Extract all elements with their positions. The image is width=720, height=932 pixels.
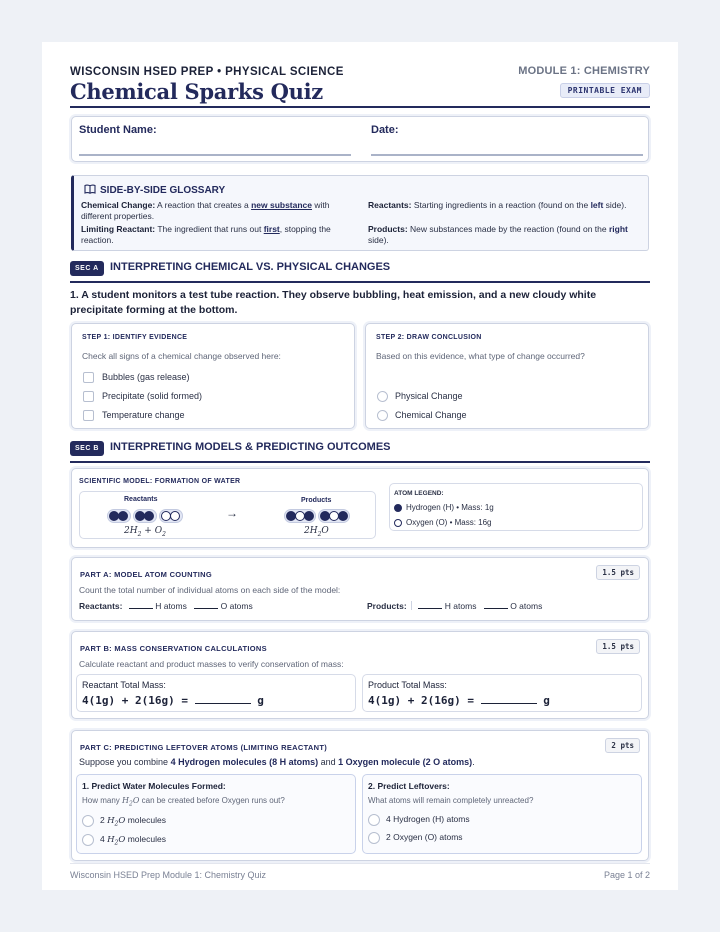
exam-page [42, 42, 678, 890]
section-a-title: INTERPRETING CHEMICAL VS. PHYSICAL CHANGES [110, 261, 391, 273]
definition: , stopping the reaction. [81, 224, 331, 245]
glossary-reactants [368, 200, 644, 211]
part-c-points: 2 pts [605, 738, 640, 753]
definition: A reaction that creates a [155, 200, 252, 210]
section-a-pill: SEC A [70, 261, 104, 276]
predict-water-ask: How many $H_2O$ can be created before Oxygen runs out? [82, 796, 285, 808]
glossary-title [84, 184, 225, 196]
option-2-molecules: 2 $H_2O$ molecules [100, 815, 166, 828]
part-a-points: 1.5 pts [596, 565, 640, 580]
footer-divider [70, 863, 650, 864]
reactants-label: Reactants [124, 496, 158, 503]
predict-leftovers-box [362, 774, 642, 854]
step-2-box [365, 323, 649, 429]
checkbox-temperature[interactable] [83, 410, 94, 421]
glossary-title-text: SIDE-BY-SIDE GLOSSARY [100, 185, 226, 196]
reactant-mass-label: Reactant Total Mass: [82, 680, 166, 690]
definition: New substances made by the reaction (found on the [407, 224, 609, 234]
step-1-box [71, 323, 355, 429]
date-field[interactable] [371, 154, 643, 156]
hydrogen-atom [144, 511, 154, 521]
part-c-prompt: Suppose you combine 4 Hydrogen molecules (8 H atoms) and 1 Oxygen molecule (2 O atoms). [79, 757, 475, 767]
hydrogen-atom [118, 511, 128, 521]
option-label: Bubbles (gas release) [102, 372, 190, 382]
predict-leftovers-ask: What atoms will remain completely unreacted? [368, 796, 534, 805]
book-icon [84, 184, 96, 194]
glossary-limiting-reactant [81, 224, 357, 245]
hydrogen-legend-icon [394, 504, 402, 512]
program-label: WISCONSIN HSED PREP • PHYSICAL SCIENCE [70, 66, 344, 78]
term: Chemical Change: [81, 200, 156, 210]
unit: O atoms [220, 601, 253, 611]
part-b-points: 1.5 pts [596, 639, 640, 654]
label: Reactants: [79, 601, 123, 611]
section-b-divider [70, 461, 650, 463]
keyword: right [608, 224, 628, 234]
atom-legend [389, 483, 643, 531]
oxygen-legend-icon [394, 519, 402, 527]
term: Limiting Reactant: [81, 224, 156, 234]
option-2-oxygen: 2 Oxygen (O) atoms [386, 832, 463, 842]
checkbox-precipitate[interactable] [83, 391, 94, 402]
products-label: Products [301, 497, 332, 504]
unit: H atoms [444, 601, 477, 611]
unit: H atoms [155, 601, 187, 611]
glossary-box [71, 175, 649, 251]
model-heading: SCIENTIFIC MODEL: FORMATION OF WATER [79, 478, 241, 485]
printable-badge: PRINTABLE EXAM [560, 83, 650, 98]
part-b-box [71, 631, 649, 719]
keyword: new substance [251, 200, 313, 210]
reactants-count-row [79, 601, 253, 611]
student-info-box [71, 116, 649, 162]
student-name-label: Student Name: [79, 124, 157, 136]
product-h-blank[interactable] [418, 608, 442, 609]
model-diagram [79, 491, 376, 539]
reaction-arrow-icon: → [226, 506, 238, 520]
section-b-pill: SEC B [70, 441, 104, 456]
reactant-o-blank[interactable] [194, 608, 218, 609]
legend-title: ATOM LEGEND: [394, 490, 444, 497]
radio-4-hydrogen[interactable] [368, 814, 380, 826]
module-label: MODULE 1: CHEMISTRY [518, 65, 650, 77]
glossary-chemical-change [81, 200, 357, 221]
definition: The ingredient that runs out [155, 224, 264, 234]
product-o-blank[interactable] [484, 608, 508, 609]
reactant-mass-blank[interactable] [195, 703, 251, 704]
option-label: Precipitate (solid formed) [102, 391, 203, 401]
hydrogen-atom [338, 511, 348, 521]
student-name-field[interactable] [79, 154, 351, 156]
part-b-prompt: Calculate reactant and product masses to verify conservation of mass: [79, 659, 344, 669]
step-1-heading: STEP 1: IDENTIFY EVIDENCE [82, 334, 188, 341]
definition: with different properties. [81, 200, 330, 221]
glossary-products [368, 224, 644, 245]
product-mass-blank[interactable] [481, 703, 537, 704]
step-1-prompt: Check all signs of a chemical change observed here: [82, 351, 281, 361]
products-count-row [367, 601, 542, 611]
header-divider [70, 106, 650, 108]
option-label: Physical Change [395, 391, 463, 401]
step-2-heading: STEP 2: DRAW CONCLUSION [376, 334, 482, 341]
page-number: Page 1 of 2 [603, 870, 650, 880]
separator [411, 601, 412, 610]
oxygen-atom [170, 511, 180, 521]
legend-oxygen: Oxygen (O) • Mass: 16g [406, 518, 492, 527]
footer-title: Wisconsin HSED Prep Module 1: Chemistry Quiz [70, 870, 267, 880]
option-label: Chemical Change [395, 410, 467, 420]
keyword: left [590, 200, 604, 210]
part-a-box [71, 557, 649, 621]
radio-2-molecules[interactable] [82, 815, 94, 827]
definition: Starting ingredients in a reaction (found on the [411, 200, 591, 210]
part-a-prompt: Count the total number of individual atoms on each side of the model: [79, 585, 341, 595]
predict-water-title: 1. Predict Water Molecules Formed: [82, 781, 226, 791]
scientific-model-box [71, 468, 649, 548]
step-2-prompt: Based on this evidence, what type of change occurred? [376, 351, 585, 361]
product-mass-box [362, 674, 642, 712]
reactant-h-blank[interactable] [129, 608, 153, 609]
hydrogen-atom [304, 511, 314, 521]
part-a-heading: PART A: MODEL ATOM COUNTING [80, 570, 212, 579]
section-b-title: INTERPRETING MODELS & PREDICTING OUTCOMES [110, 441, 391, 453]
reactant-mass-box [76, 674, 356, 712]
option-4-molecules: 4 $H_2O$ molecules [100, 834, 166, 847]
unit: O atoms [510, 601, 543, 611]
radio-physical-change[interactable] [377, 391, 388, 402]
keyword: first [263, 224, 280, 234]
predict-water-box [76, 774, 356, 854]
radio-chemical-change[interactable] [377, 410, 388, 421]
product-equation: $2H_2O$ [304, 526, 329, 538]
option-4-hydrogen: 4 Hydrogen (H) atoms [386, 814, 470, 824]
product-mass-expression: 4(1g) + 2(16g) = g [368, 694, 550, 707]
section-a-divider [70, 281, 650, 283]
part-c-box [71, 730, 649, 861]
term: Reactants: [368, 200, 412, 210]
option-label: Temperature change [102, 410, 185, 420]
reactant-equation: $2H_2 + O_2$ [124, 526, 166, 538]
part-c-heading: PART C: PREDICTING LEFTOVER ATOMS (LIMITING REACTANT) [80, 743, 328, 752]
predict-leftovers-title: 2. Predict Leftovers: [368, 781, 450, 791]
definition: side). [603, 200, 627, 210]
product-mass-label: Product Total Mass: [368, 680, 447, 690]
label: Products: [367, 601, 407, 611]
term: Products: [368, 224, 408, 234]
page-title: Chemical Sparks Quiz [70, 79, 323, 104]
checkbox-bubbles[interactable] [83, 372, 94, 383]
radio-2-oxygen[interactable] [368, 832, 380, 844]
radio-4-molecules[interactable] [82, 834, 94, 846]
reactant-mass-expression: 4(1g) + 2(16g) = g [82, 694, 264, 707]
definition: side). [368, 234, 389, 245]
date-label: Date: [371, 124, 399, 136]
part-b-heading: PART B: MASS CONSERVATION CALCULATIONS [80, 644, 267, 653]
question-1-text: 1. A student monitors a test tube reaction. They observe bubbling, heat emission, and a new cloudy white precipitate forming at the bottom. [70, 289, 597, 316]
legend-hydrogen: Hydrogen (H) • Mass: 1g [406, 503, 494, 512]
